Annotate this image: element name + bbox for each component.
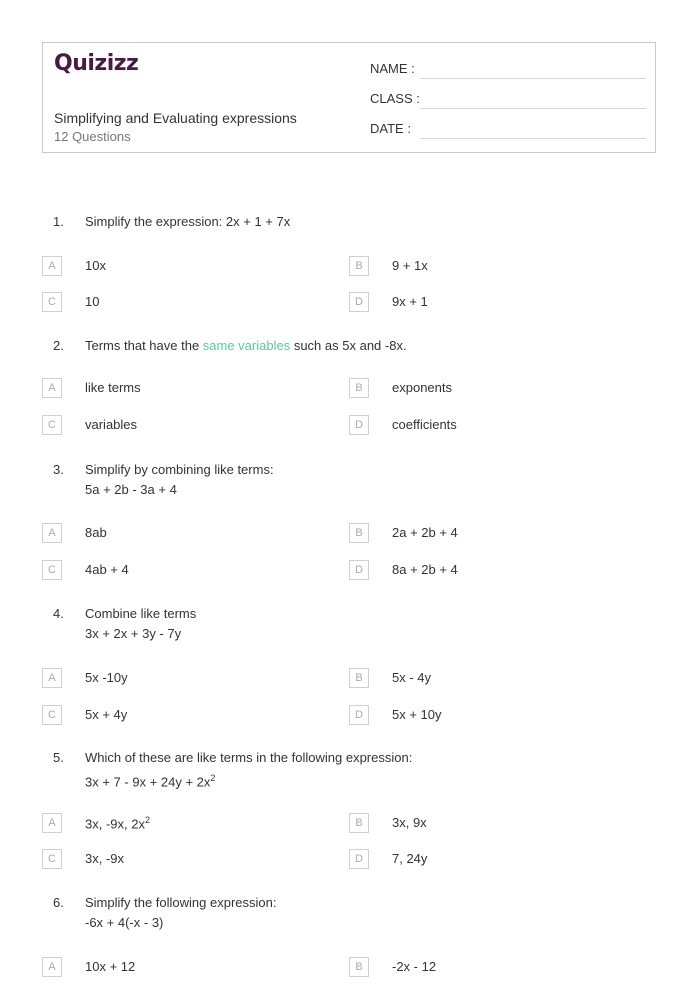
option-letter: B	[349, 256, 369, 276]
option-letter: D	[349, 560, 369, 580]
option-text	[85, 815, 150, 831]
expression-text: 3x + 7 - 9x + 24y + 2x	[85, 774, 211, 790]
question-number: 2.	[53, 338, 64, 353]
option-text: 7, 24y	[392, 851, 428, 866]
option-letter: D	[349, 292, 369, 312]
highlighted-text: same variables	[202, 338, 291, 353]
option-letter: B	[349, 957, 369, 977]
option-text: 8ab	[85, 525, 107, 540]
option-text: 10x + 12	[85, 959, 136, 974]
option-letter: C	[42, 705, 62, 725]
option-text: 9 + 1x	[392, 258, 428, 273]
option-text: 10x	[85, 258, 106, 273]
class-label: CLASS :	[370, 91, 420, 106]
question-text: Simplify the expression: 2x + 1 + 7x	[85, 214, 291, 229]
option-letter: A	[42, 523, 62, 543]
question-expression: 3x + 2x + 3y - 7y	[85, 626, 182, 641]
question-number: 5.	[53, 750, 64, 765]
option-text: 3x, -9x	[85, 851, 125, 866]
option-letter: A	[42, 813, 62, 833]
question-text: Simplify the following expression:	[85, 895, 277, 910]
option-text: 5x - 4y	[392, 670, 432, 685]
question-expression	[85, 768, 215, 792]
option-text: variables	[85, 417, 138, 432]
option-text: 2a + 2b + 4	[392, 525, 458, 540]
option-text: 9x + 1	[392, 294, 428, 309]
question-text: Simplify by combining like terms:	[85, 462, 274, 477]
name-line	[420, 78, 646, 79]
option-text: 4ab + 4	[85, 562, 129, 577]
name-label: NAME :	[370, 61, 415, 76]
question-text-pre: Terms that have the	[85, 338, 203, 353]
worksheet-title: Simplifying and Evaluating expressions	[54, 110, 297, 126]
option-text: 3x, 9x	[392, 815, 427, 830]
option-letter: A	[42, 668, 62, 688]
question-text: Combine like terms	[85, 606, 197, 621]
question-text-post: such as 5x and -8x.	[290, 338, 407, 353]
option-letter: C	[42, 415, 62, 435]
option-letter: B	[349, 523, 369, 543]
option-text: exponents	[392, 380, 452, 395]
exponent: 2	[210, 773, 216, 783]
option-letter: B	[349, 668, 369, 688]
option-text-main: 3x, -9x, 2x	[85, 816, 145, 832]
option-letter: C	[42, 560, 62, 580]
question-text: Which of these are like terms in the following expression:	[85, 750, 413, 765]
question-expression: 5a + 2b - 3a + 4	[85, 482, 177, 497]
question-text	[85, 336, 407, 356]
option-letter: C	[42, 849, 62, 869]
question-number: 4.	[53, 606, 64, 621]
option-text: 10	[85, 294, 100, 309]
option-letter: B	[349, 813, 369, 833]
question-count: 12 Questions	[54, 129, 131, 144]
option-letter: C	[42, 292, 62, 312]
option-text: 5x + 10y	[392, 707, 442, 722]
class-line	[420, 108, 646, 109]
question-number: 3.	[53, 462, 64, 477]
option-letter: D	[349, 705, 369, 725]
option-text: -2x - 12	[392, 959, 437, 974]
option-text: 5x -10y	[85, 670, 128, 685]
option-letter: A	[42, 378, 62, 398]
question-number: 6.	[53, 895, 64, 910]
option-text: 5x + 4y	[85, 707, 128, 722]
option-letter: D	[349, 849, 369, 869]
question-expression: -6x + 4(-x - 3)	[85, 915, 164, 930]
worksheet-header	[42, 42, 656, 153]
option-letter: A	[42, 957, 62, 977]
date-line	[420, 138, 646, 139]
option-text: coefficients	[392, 417, 457, 432]
date-label: DATE :	[370, 121, 411, 136]
option-letter: A	[42, 256, 62, 276]
option-text: like terms	[85, 380, 141, 395]
option-letter: D	[349, 415, 369, 435]
question-number: 1.	[53, 214, 64, 229]
exponent: 2	[144, 815, 150, 825]
quizizz-logo: Quizizz	[54, 51, 139, 76]
option-text: 8a + 2b + 4	[392, 562, 458, 577]
option-letter: B	[349, 378, 369, 398]
